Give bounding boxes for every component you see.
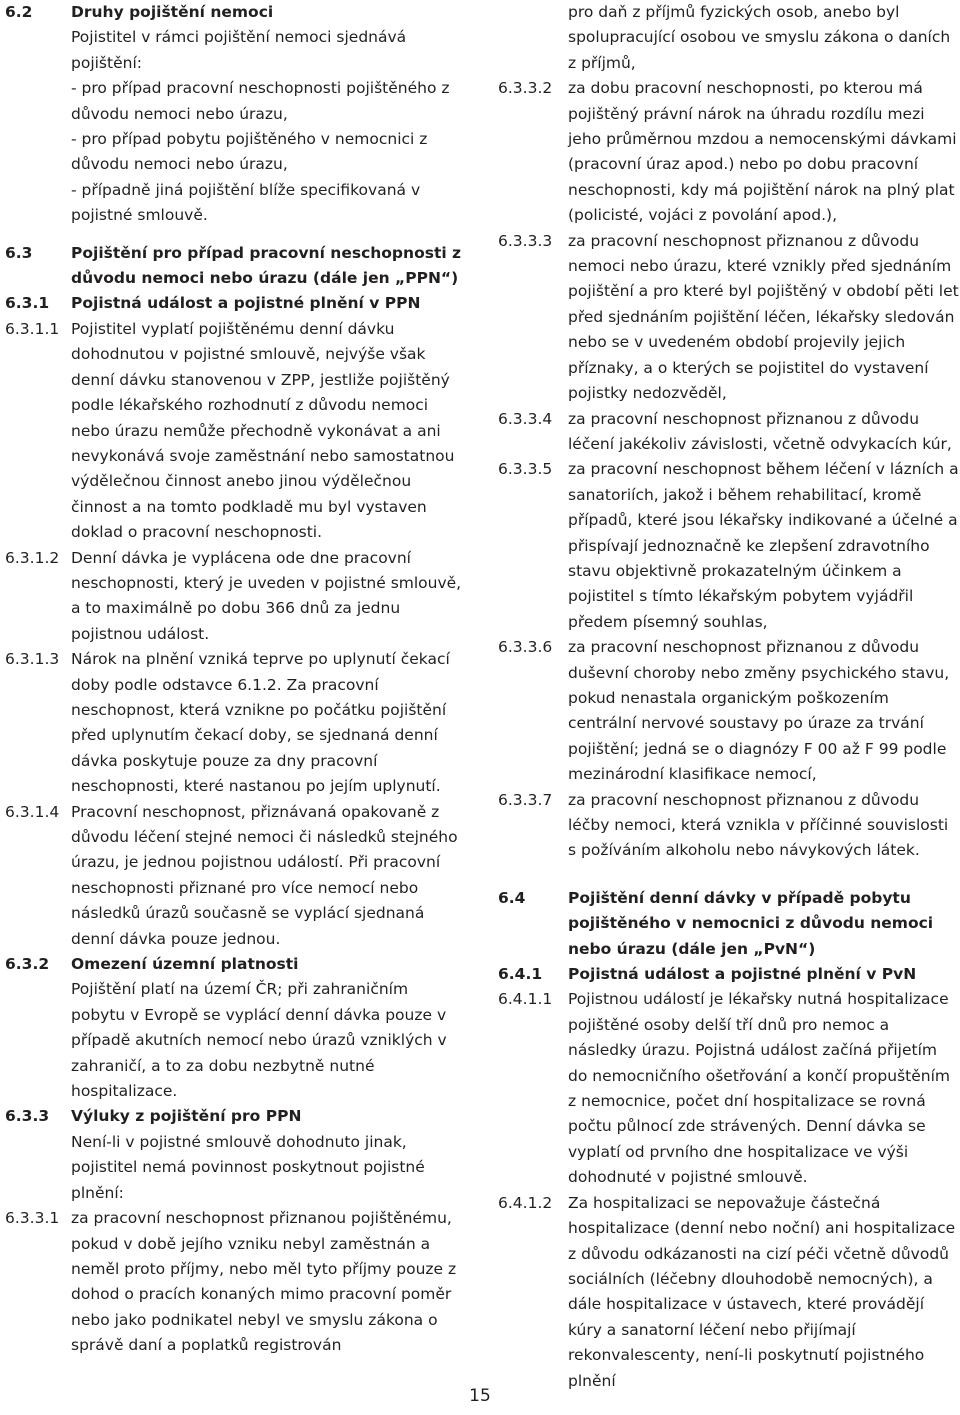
- section-heading: [5, 1104, 467, 1129]
- paragraph-text: - pro případ pracovní neschopnosti pojištěného z důvodu nemoci nebo úrazu,: [71, 79, 450, 123]
- paragraph: [5, 800, 467, 952]
- paragraph-text: za pracovní neschopnost přiznanou pojištěnému, pokud v době jejího vzniku nebyl zaměstnán a neměl proto příjmy, nebo měl tyto příjmy pouze z dohod o pracích konaných mimo pracovní poměr nebo jako podnikatel nebyl ve smyslu zákona o správě daní a poplatků registrován: [71, 1209, 457, 1355]
- heading-text: Druhy pojištění nemoci: [71, 3, 274, 21]
- section-heading: [5, 291, 467, 316]
- section-number: 6.3.3.7: [498, 790, 553, 809]
- section-number: 6.3.3: [5, 1107, 50, 1126]
- paragraph: [498, 788, 960, 864]
- section-number: 6.4.1.1: [498, 990, 553, 1009]
- paragraph-text: Za hospitalizaci se nepovažuje částečná hospitalizace (denní nebo noční) ani hospitalizace z důvodu odkázanosti na cizí péči včetně důvodů sociálních (léčebny dlouhodobě nemocných), a dále hospitalizace v ústavech, které provádějí kúry a sanatorní léčení nebo přijímají rekonvalescenty, není-li poskytnutí pojistného plnění: [568, 1193, 956, 1390]
- paragraph-text: Denní dávka je vyplácena ode dne pracovní neschopnosti, který je uveden v pojistné smlouvě, a to maximálně po dobu 366 dnů za jednu pojistnou událost.: [71, 548, 462, 643]
- paragraph-text: Nárok na plnění vzniká teprve po uplynutí čekací doby podle odstavce 6.1.2. Za pracovní neschopnost, která vznikne po počátku pojištění před uplynutím čekací doby, se sjednaná denní dávka poskytuje pouze za dny pracovní neschopnosti, které nastanou po jejím uplynutí.: [71, 650, 450, 796]
- paragraph-text: - pro případ pobytu pojištěného v nemocnici z důvodu nemoci nebo úrazu,: [71, 130, 428, 174]
- paragraph-text: Není-li v pojistné smlouvě dohodnuto jinak, pojistitel nemá povinnost poskytnout pojistné plnění:: [71, 1132, 425, 1202]
- paragraph-text: za pracovní neschopnost přiznanou z důvodu léčení jakékoliv závislosti, včetně odvykacích kúr,: [568, 409, 952, 453]
- section-number: 6.3.3.6: [498, 638, 553, 657]
- section-number: 6.3.3.5: [498, 460, 553, 479]
- paragraph: [5, 317, 467, 546]
- paragraph: [5, 25, 467, 76]
- paragraph: [498, 987, 960, 1190]
- page-number: 15: [469, 1386, 491, 1406]
- section-number: 6.4.1.2: [498, 1193, 553, 1212]
- paragraph-text: Pojistitel v rámci pojištění nemoci sjednává pojištění:: [71, 28, 407, 72]
- section-number: 6.3: [5, 243, 33, 262]
- paragraph: [5, 127, 467, 178]
- paragraph-text: za pracovní neschopnost přiznanou z důvodu léčby nemoci, která vznikla v příčinné souvislosti s požíváním alkoholu nebo návykových látek.: [568, 790, 949, 860]
- paragraph: [5, 1130, 467, 1206]
- section-number: 6.3.1.2: [5, 548, 60, 567]
- section-number: 6.2: [5, 3, 33, 21]
- paragraph: [5, 76, 467, 127]
- paragraph-text: za dobu pracovní neschopnosti, po kterou má pojištěný právní nárok na úhradu rozdílu mezi jeho průměrnou mzdou a nemocenskými dávkami (pracovní úraz apod.) nebo po dobu pracovní neschopnosti, kdy má pojištění nárok na plný plat (policisté, vojáci z povolání apod.),: [568, 79, 957, 225]
- paragraph: [498, 0, 960, 76]
- paragraph-text: Pojištění platí na území ČR; při zahraničním pobytu v Evropě se vyplácí denní dávka pouze v případě akutních nemocí nebo úrazů vzniklých v zahraničí, a to za dobu nezbytně nutné hospitalizace.: [71, 980, 447, 1101]
- section-number: 6.3.1: [5, 294, 50, 313]
- section-heading: [5, 952, 467, 977]
- paragraph-text: pro daň z příjmů fyzických osob, anebo byl spolupracující osobou ve smyslu zákona o daních z příjmů,: [568, 3, 951, 72]
- section-number: 6.4.1: [498, 965, 543, 984]
- section-number: 6.3.3.3: [498, 231, 553, 250]
- paragraph-text: za pracovní neschopnost přiznanou z důvodu nemoci nebo úrazu, které vznikly před sjednáním pojištění a pro které byl pojištěný v období pěti let před sjednáním pojištění léčen, lékařsky sledován nebo se v uvedeném období projevily jejich příznaky, a o kterých se pojistitel do vystavení pojistky nedozvěděl,: [568, 231, 959, 403]
- section-number: 6.3.3.4: [498, 409, 553, 428]
- paragraph: [498, 1191, 960, 1394]
- section-heading: [5, 0, 467, 25]
- heading-text: Pojištění denní dávky v případě pobytu pojištěného v nemocnici z důvodu nemoci nebo úrazu (dále jen „PvN“): [568, 888, 934, 958]
- paragraph-text: Pojistnou událostí je lékařsky nutná hospitalizace pojištěné osoby delší tří dnů pro nemoc a následky úrazu. Pojistná událost začíná přijetím do nemocničního ošetřování a končí propuštěním z nemocnice, počet dní hospitalizace se rovná počtu půlnocí zde strávených. Denní dávka se vyplatí od prvního dne hospitalizace ve výši dohodnuté v pojistné smlouvě.: [568, 990, 950, 1187]
- section-heading: [498, 962, 960, 987]
- section-number: 6.3.1.1: [5, 319, 60, 338]
- heading-text: Omezení územní platnosti: [71, 955, 299, 974]
- paragraph-text: za pracovní neschopnost přiznanou z důvodu duševní choroby nebo změny psychického stavu, pokud nenastala organickým poškozením centrální nervové soustavy po úraze za trvání pojištění; jedná se o diagnózy F 00 až F 99 podle mezinárodní klasifikace nemocí,: [568, 638, 950, 784]
- heading-text: Pojistná událost a pojistné plnění v PPN: [71, 294, 421, 313]
- left-column: [5, 0, 467, 1359]
- heading-text: Pojištění pro případ pracovní neschopnosti z důvodu nemoci nebo úrazu (dále jen „PPN“): [71, 243, 462, 288]
- paragraph: [5, 178, 467, 229]
- section-number: 6.4: [498, 888, 526, 907]
- paragraph: [498, 229, 960, 407]
- right-column: [498, 0, 960, 1394]
- paragraph: [498, 635, 960, 787]
- paragraph: [5, 647, 467, 799]
- paragraph: [498, 457, 960, 635]
- section-number: 6.3.2: [5, 955, 50, 974]
- section-heading: [498, 886, 960, 962]
- paragraph: [5, 546, 467, 648]
- paragraph-text: za pracovní neschopnost během léčení v lázních a sanatoriích, jakož i během rehabilitací, kromě případů, které jsou lékařsky indikované a účelné a přispívají jednoznačně ke zlepšení zdravotního stavu objektivně prokazatelným účinkem a pojistitel s tímto lékařským pobytem vyjádřil předem písemný souhlas,: [568, 460, 959, 631]
- paragraph: [5, 1206, 467, 1358]
- heading-text: Pojistná událost a pojistné plnění v PvN: [568, 965, 917, 984]
- section-number: 6.3.3.1: [5, 1209, 60, 1228]
- section-number: 6.3.1.4: [5, 802, 60, 821]
- paragraph: [498, 407, 960, 458]
- paragraph: [498, 76, 960, 228]
- paragraph-text: Pracovní neschopnost, přiznávaná opakovaně z důvodu léčení stejné nemoci či následků stejného úrazu, je jednou pojistnou událostí. Při pracovní neschopnosti přiznané pro více nemocí nebo následků úrazů současně se vyplácí sjednaná denní dávka pouze jednou.: [71, 802, 458, 948]
- paragraph-text: Pojistitel vyplatí pojištěnému denní dávku dohodnutou v pojistné smlouvě, nejvýše však denní dávku stanovenou v ZPP, jestliže pojištěný podle lékařského rozhodnutí z důvodu nemoci nebo úrazu nemůže přechodně vykonávat a ani nevykonává svoje zaměstnání nebo samostatnou výdělečnou činnost anebo jinou výdělečnou činnost a na tomto podkladě mu byl vystaven doklad o pracovní neschopnosti.: [71, 319, 455, 542]
- section-heading: [5, 241, 467, 292]
- section-number: 6.3.3.2: [498, 79, 553, 98]
- heading-text: Výluky z pojištění pro PPN: [71, 1107, 302, 1126]
- section-number: 6.3.1.3: [5, 650, 60, 669]
- paragraph: [5, 977, 467, 1104]
- paragraph-text: - případně jiná pojištění blíže specifikovaná v pojistné smlouvě.: [71, 180, 421, 225]
